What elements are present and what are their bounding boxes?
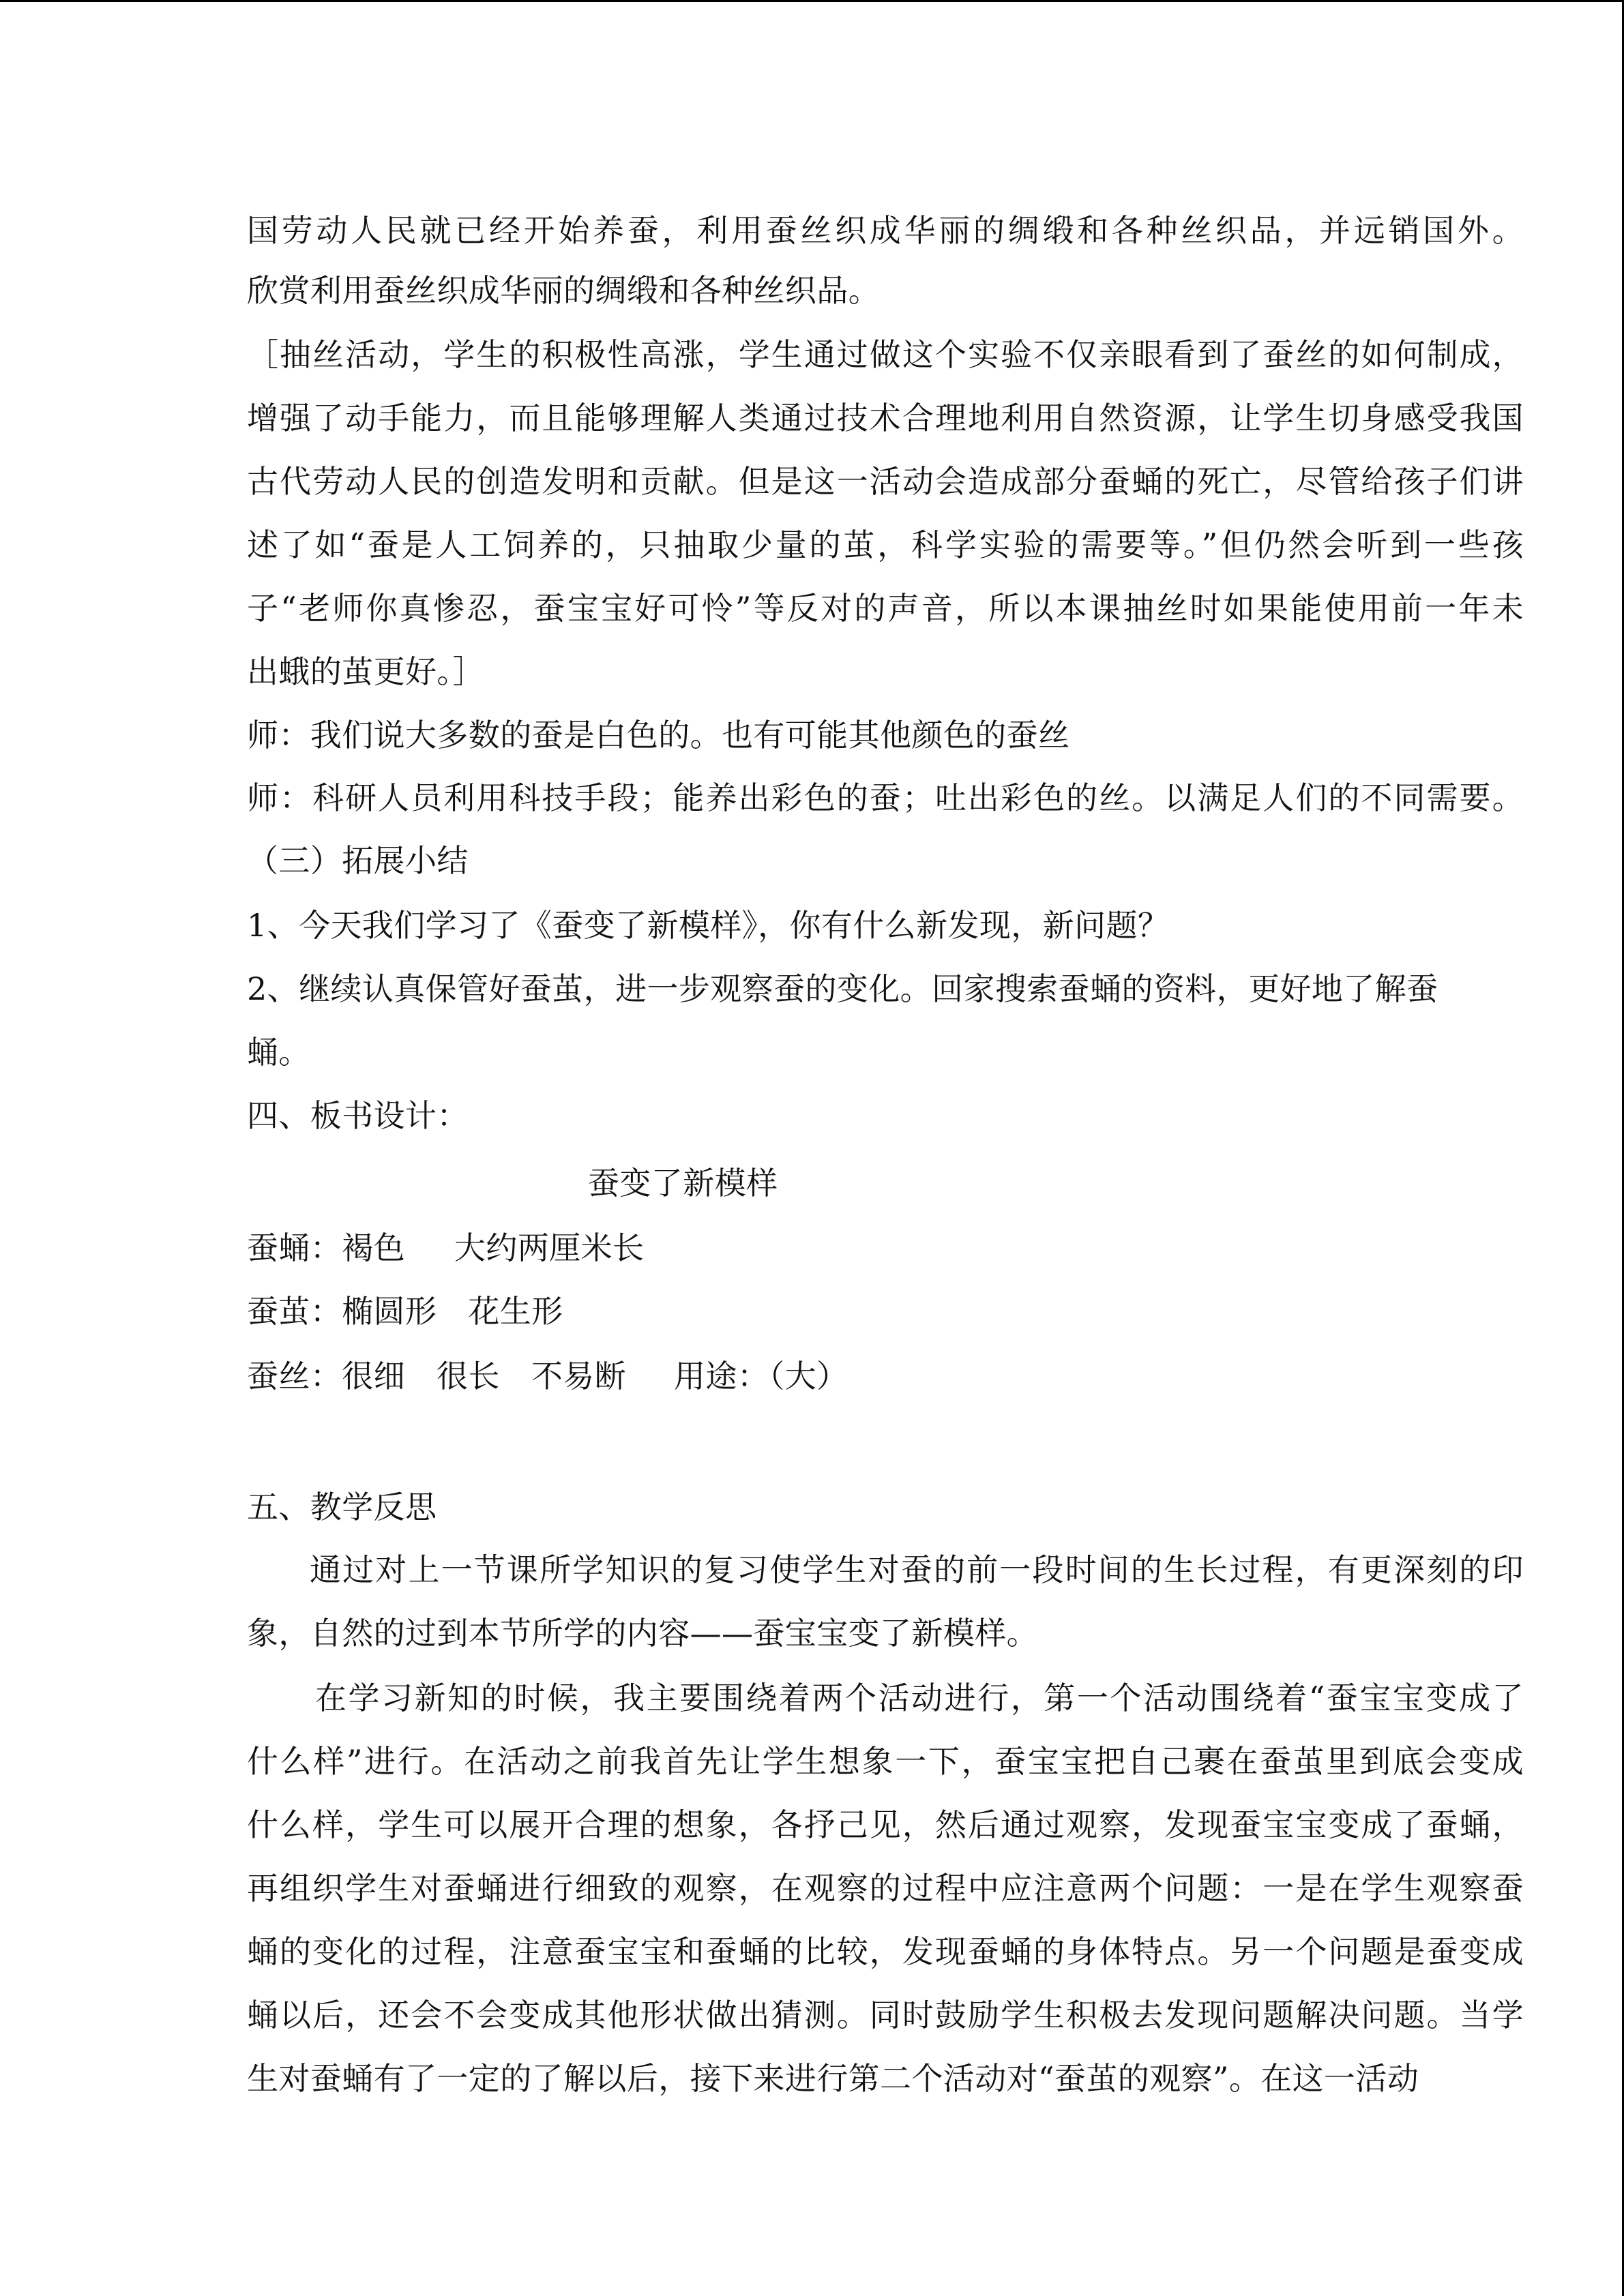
board-cell: 很长 <box>437 1358 500 1395</box>
text-line: 国劳动人民就已经开始养蚕，利用蚕丝织成华丽的绸缎和各种丝织品，并远销国外。 <box>247 212 1524 249</box>
text-line: ［抽丝活动，学生的积极性高涨，学生通过做这个实验不仅亲眼看到了蚕丝的如何制成， <box>247 336 1524 373</box>
text-line: 通过对上一节课所学知识的复习使学生对蚕的前一段时间的生长过程，有更深刻的印 <box>310 1551 1524 1588</box>
text-line: 2、继续认真保管好蚕茧，进一步观察蚕的变化。回家搜索蚕蛹的资料，更好地了解蚕 <box>247 970 1438 1007</box>
text-line: 什么样”进行。在活动之前我首先让学生想象一下，蚕宝宝把自己裹在蚕茧里到底会变成 <box>247 1743 1524 1780</box>
text-line: 子“老师你真惨忍，蚕宝宝好可怜”等反对的声音，所以本课抽丝时如果能使用前一年未 <box>247 590 1524 627</box>
board-cell: 褐色 <box>342 1229 406 1266</box>
text-line: 述了如“蚕是人工饲养的，只抽取少量的茧，科学实验的需要等。”但仍然会听到一些孩 <box>247 526 1524 563</box>
text-line: 增强了动手能力，而且能够理解人类通过技术合理地利用自然资源，让学生切身感受我国 <box>247 400 1524 436</box>
text-line: 师：我们说大多数的蚕是白色的。也有可能其他颜色的蚕丝 <box>247 717 1070 754</box>
board-row-label: 蚕丝： <box>247 1358 342 1395</box>
text-line: 蛹的变化的过程，注意蚕宝宝和蚕蛹的比较，发现蚕蛹的身体特点。另一个问题是蚕变成 <box>247 1933 1524 1970</box>
section-heading: 四、板书设计： <box>247 1097 469 1134</box>
board-row <box>247 1291 1524 1332</box>
board-cell: 椭圆形 <box>342 1293 437 1330</box>
board-cell: 很细 <box>342 1358 406 1395</box>
text-line: 蛹。 <box>247 1034 310 1071</box>
text-line: 师：科研人员利用科技手段；能养出彩色的蚕；吐出彩色的丝。以满足人们的不同需要。 <box>247 779 1524 816</box>
board-cell: 用途：（大） <box>674 1358 848 1395</box>
board-cell: 大约两厘米长 <box>454 1229 645 1266</box>
board-cell: 不易断 <box>531 1358 627 1395</box>
board-title: 蚕变了新模样 <box>588 1165 778 1202</box>
text-line: 再组织学生对蚕蛹进行细致的观察，在观察的过程中应注意两个问题：一是在学生观察蚕 <box>247 1870 1524 1907</box>
board-row <box>247 1356 1524 1397</box>
text-line: 象，自然的过到本节所学的内容——蚕宝宝变了新模样。 <box>247 1615 1038 1652</box>
text-line: 古代劳动人民的创造发明和贡献。但是这一活动会造成部分蚕蛹的死亡，尽管给孩子们讲 <box>247 463 1524 500</box>
text-line: 1、今天我们学习了《蚕变了新模样》，你有什么新发现，新问题？ <box>247 907 1170 944</box>
text-line: 在学习新知的时候，我主要围绕着两个活动进行，第一个活动围绕着“蚕宝宝变成了 <box>315 1680 1524 1716</box>
board-cell: 花生形 <box>468 1293 563 1330</box>
board-row <box>247 1227 1524 1268</box>
text-line: 欣赏利用蚕丝织成华丽的绸缎和各种丝织品。 <box>247 272 880 309</box>
top-border <box>0 0 1624 2</box>
text-line: 什么样，学生可以展开合理的想象，各抒己见，然后通过观察，发现蚕宝宝变成了蚕蛹， <box>247 1806 1524 1843</box>
text-line: 蛹以后，还会不会变成其他形状做出猜测。同时鼓励学生积极去发现问题解决问题。当学 <box>247 1997 1524 2033</box>
board-row-label: 蚕蛹： <box>247 1229 342 1266</box>
text-line: 生对蚕蛹有了一定的了解以后，接下来进行第二个活动对“蚕茧的观察”。在这一活动 <box>247 2060 1419 2097</box>
section-heading: （三）拓展小结 <box>247 842 469 879</box>
section-heading: 五、教学反思 <box>247 1489 437 1525</box>
text-line: 出蛾的茧更好。］ <box>247 653 485 690</box>
board-row-label: 蚕茧： <box>247 1293 342 1330</box>
